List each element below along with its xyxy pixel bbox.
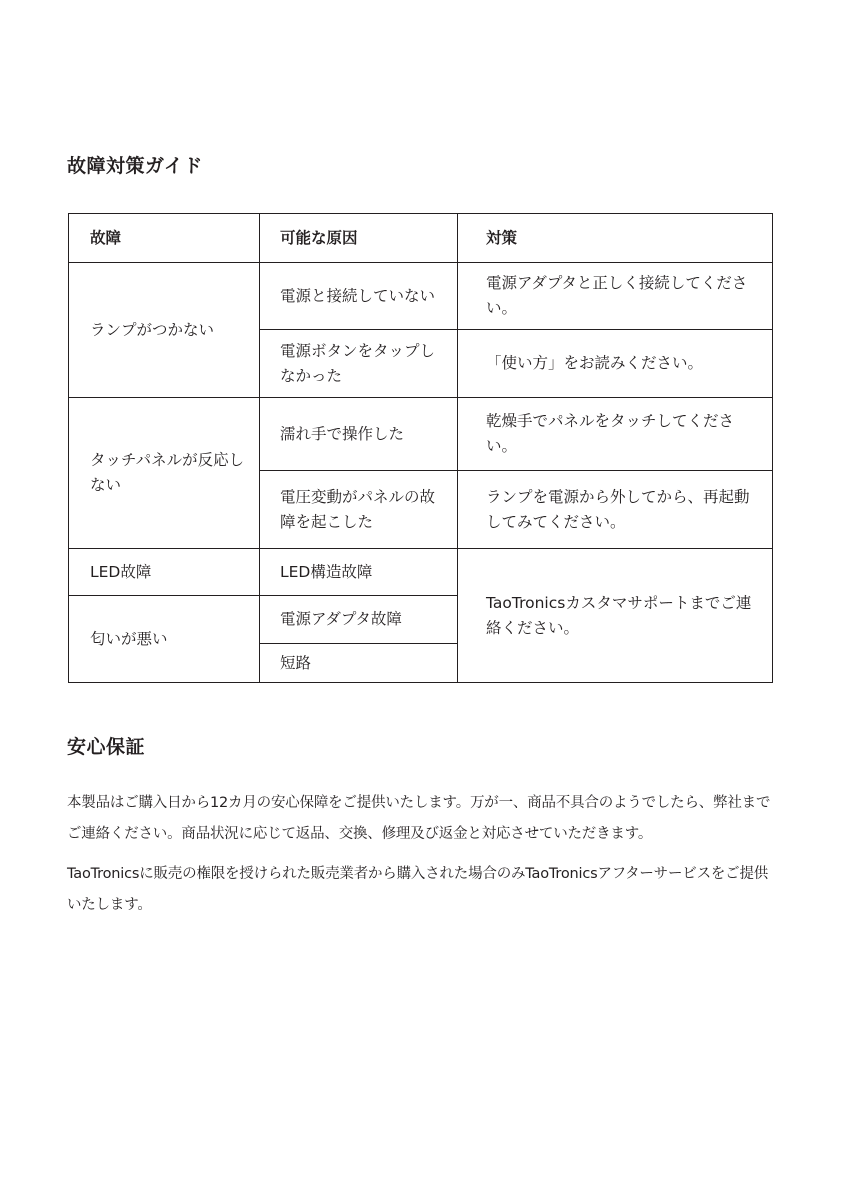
header-solution: 対策 [458,214,773,263]
header-fault: 故障 [69,214,260,263]
table-row [69,398,773,471]
fault-cell: ランプがつかない [69,263,260,398]
cause-cell: 短路 [260,644,458,683]
cause-cell: 電源ボタンをタップしなかった [260,330,458,398]
fault-cell: 匂いが悪い [69,596,260,683]
table-row [69,549,773,596]
warranty-title: 安心保証 [67,736,146,758]
table-header-row [69,214,773,263]
table-row [69,263,773,330]
header-cause: 可能な原因 [260,214,458,263]
fault-cell: LED故障 [69,549,260,596]
cause-cell: 電圧変動がパネルの故障を起こした [260,471,458,549]
troubleshooting-title: 故障対策ガイド [67,155,203,177]
solution-cell: ランプを電源から外してから、再起動してみてください。 [458,471,773,549]
solution-cell: 「使い方」をお読みください。 [458,330,773,398]
troubleshooting-table [68,213,773,683]
fault-cell: タッチパネルが反応しない [69,398,260,549]
solution-cell: 電源アダプタと正しく接続してください。 [458,263,773,330]
warranty-paragraph: 本製品はご購入日から12カ月の安心保障をご提供いたします。万が一、商品不具合のようでしたら、弊社までご連絡ください。商品状況に応じて返品、交換、修理及び返金と対応させていただきます。 [67,795,771,842]
cause-cell: 電源アダプタ故障 [260,596,458,644]
cause-cell: 濡れ手で操作した [260,398,458,471]
cause-cell: 電源と接続していない [260,263,458,330]
solution-cell: TaoTronicsカスタマサポートまでご連絡ください。 [458,549,773,683]
cause-cell: LED構造故障 [260,549,458,596]
solution-cell: 乾燥手でパネルをタッチしてください。 [458,398,773,471]
warranty-paragraph: TaoTronicsに販売の権限を授けられた販売業者から購入された場合のみTaoTronicsアフターサービスをご提供いたします。 [67,866,769,913]
